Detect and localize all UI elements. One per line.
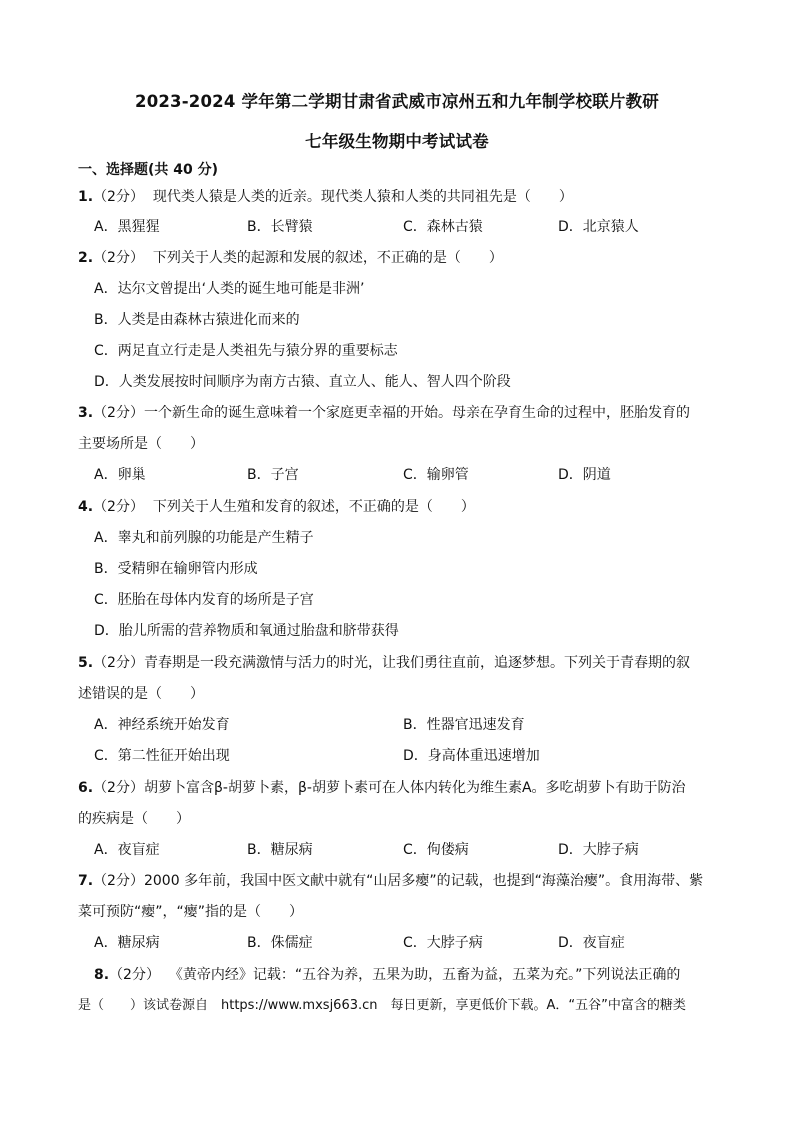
option-1a: A．黑猩猩 (94, 219, 160, 235)
option-6c: C．佝偻病 (403, 842, 469, 858)
option-3b: B．子宫 (247, 467, 299, 483)
option-5b: B．性器官迅速发育 (403, 717, 525, 733)
question-text: 2000 多年前，我国中医文献中就有“山居多瘿”的记载，也提到“海藻治瘿”。食用海带、紫 (143, 873, 704, 889)
question-7 (78, 871, 703, 891)
option-4b: B．受精卵在输卵管内形成 (94, 561, 258, 577)
option-4a: A．睾丸和前列腺的功能是产生精子 (94, 530, 314, 546)
question-number: 2. (78, 250, 94, 266)
option-7c: C．大脖子病 (403, 935, 483, 951)
question-1 (78, 187, 573, 207)
option-6d: D．大脖子病 (558, 842, 639, 858)
option-2b: B．人类是由森林古猿进化而来的 (94, 312, 300, 328)
question-score: （2分） (93, 780, 144, 796)
question-score: （2分） (93, 499, 144, 515)
option-2a: A．达尔文曾提出‘人类的诞生地可能是非洲’ (94, 281, 365, 297)
question-score: （2分） (93, 655, 144, 671)
question-text: 胡萝卜富含β-胡萝卜素，β-胡萝卜素可在人体内转化为维生素A。多吃胡萝卜有助于防治 (143, 780, 686, 796)
option-3c: C．输卵管 (403, 467, 469, 483)
question-text: 下列关于人类的起源和发展的叙述，不正确的是（ ） (152, 250, 503, 266)
option-5d: D．身高体重迅速增加 (403, 748, 540, 764)
option-1d: D．北京猿人 (558, 219, 639, 235)
option-4c: C．胚胎在母体内发育的场所是子宫 (94, 592, 314, 608)
question-score: （2分） (93, 250, 144, 266)
question-number: 6. (78, 780, 94, 796)
question-score: （2分） (109, 967, 160, 983)
option-5c: C．第二性征开始出现 (94, 748, 230, 764)
option-2c: C．两足直立行走是人类祖先与猿分界的重要标志 (94, 343, 398, 359)
option-4d: D．胎儿所需的营养物质和氧通过胎盘和脐带获得 (94, 623, 399, 639)
question-number: 8. (94, 967, 110, 983)
question-score: （2分） (93, 873, 144, 889)
section-heading: 一、选择题(共 40 分) (78, 162, 219, 178)
question-text: 现代类人猿是人类的近亲。现代类人猿和人类的共同祖先是（ ） (152, 189, 573, 205)
question-5-cont: 述错误的是（ ） (78, 686, 204, 702)
exam-title-line1: 2023-2024 学年第二学期甘肃省武威市凉州五和九年制学校联片教研 (135, 92, 659, 111)
question-score: （2分） (93, 189, 144, 205)
question-number: 1. (78, 189, 94, 205)
option-7d: D．夜盲症 (558, 935, 625, 951)
question-number: 5. (78, 655, 94, 671)
question-3 (78, 403, 690, 423)
exam-title-line2: 七年级生物期中考试试卷 (305, 132, 489, 151)
question-text: 一个新生命的诞生意味着一个家庭更幸福的开始。母亲在孕育生命的过程中，胚胎发育的 (143, 405, 690, 421)
question-5 (78, 653, 690, 673)
question-number: 7. (78, 873, 94, 889)
option-3a: A．卵巢 (94, 467, 146, 483)
question-number: 3. (78, 405, 94, 421)
question-text: 《黄帝内经》记载：“五谷为养，五果为助，五畜为益，五菜为充。”下列说法正确的 (168, 967, 681, 983)
option-3d: D．阴道 (558, 467, 611, 483)
option-6a: A．夜盲症 (94, 842, 160, 858)
question-6-cont: 的疾病是（ ） (78, 811, 190, 827)
question-score: （2分） (93, 405, 144, 421)
option-1c: C．森林古猿 (403, 219, 483, 235)
option-2d: D．人类发展按时间顺序为南方古猿、直立人、能人、智人四个阶段 (94, 374, 511, 390)
question-8-cont: 是（ ）该试卷源自 https://www.mxsj663.cn 每日更新，享更低价下载。A．“五谷”中富含的糖类 (78, 998, 686, 1013)
question-3-cont: 主要场所是（ ） (78, 436, 204, 452)
question-7-cont: 菜可预防“瘿”，“瘿”指的是（ ） (78, 904, 304, 920)
question-text: 下列关于人生殖和发育的叙述，不正确的是（ ） (152, 499, 475, 515)
question-2 (78, 248, 503, 268)
option-7a: A．糖尿病 (94, 935, 160, 951)
question-number: 4. (78, 499, 94, 515)
question-4 (78, 497, 475, 517)
option-5a: A．神经系统开始发育 (94, 717, 230, 733)
option-7b: B．侏儒症 (247, 935, 313, 951)
question-8 (94, 965, 680, 985)
question-text: 青春期是一段充满激情与活力的时光，让我们勇往直前，追逐梦想。下列关于青春期的叙 (143, 655, 690, 671)
option-6b: B．糖尿病 (247, 842, 313, 858)
option-1b: B．长臂猿 (247, 219, 313, 235)
question-6 (78, 778, 686, 798)
